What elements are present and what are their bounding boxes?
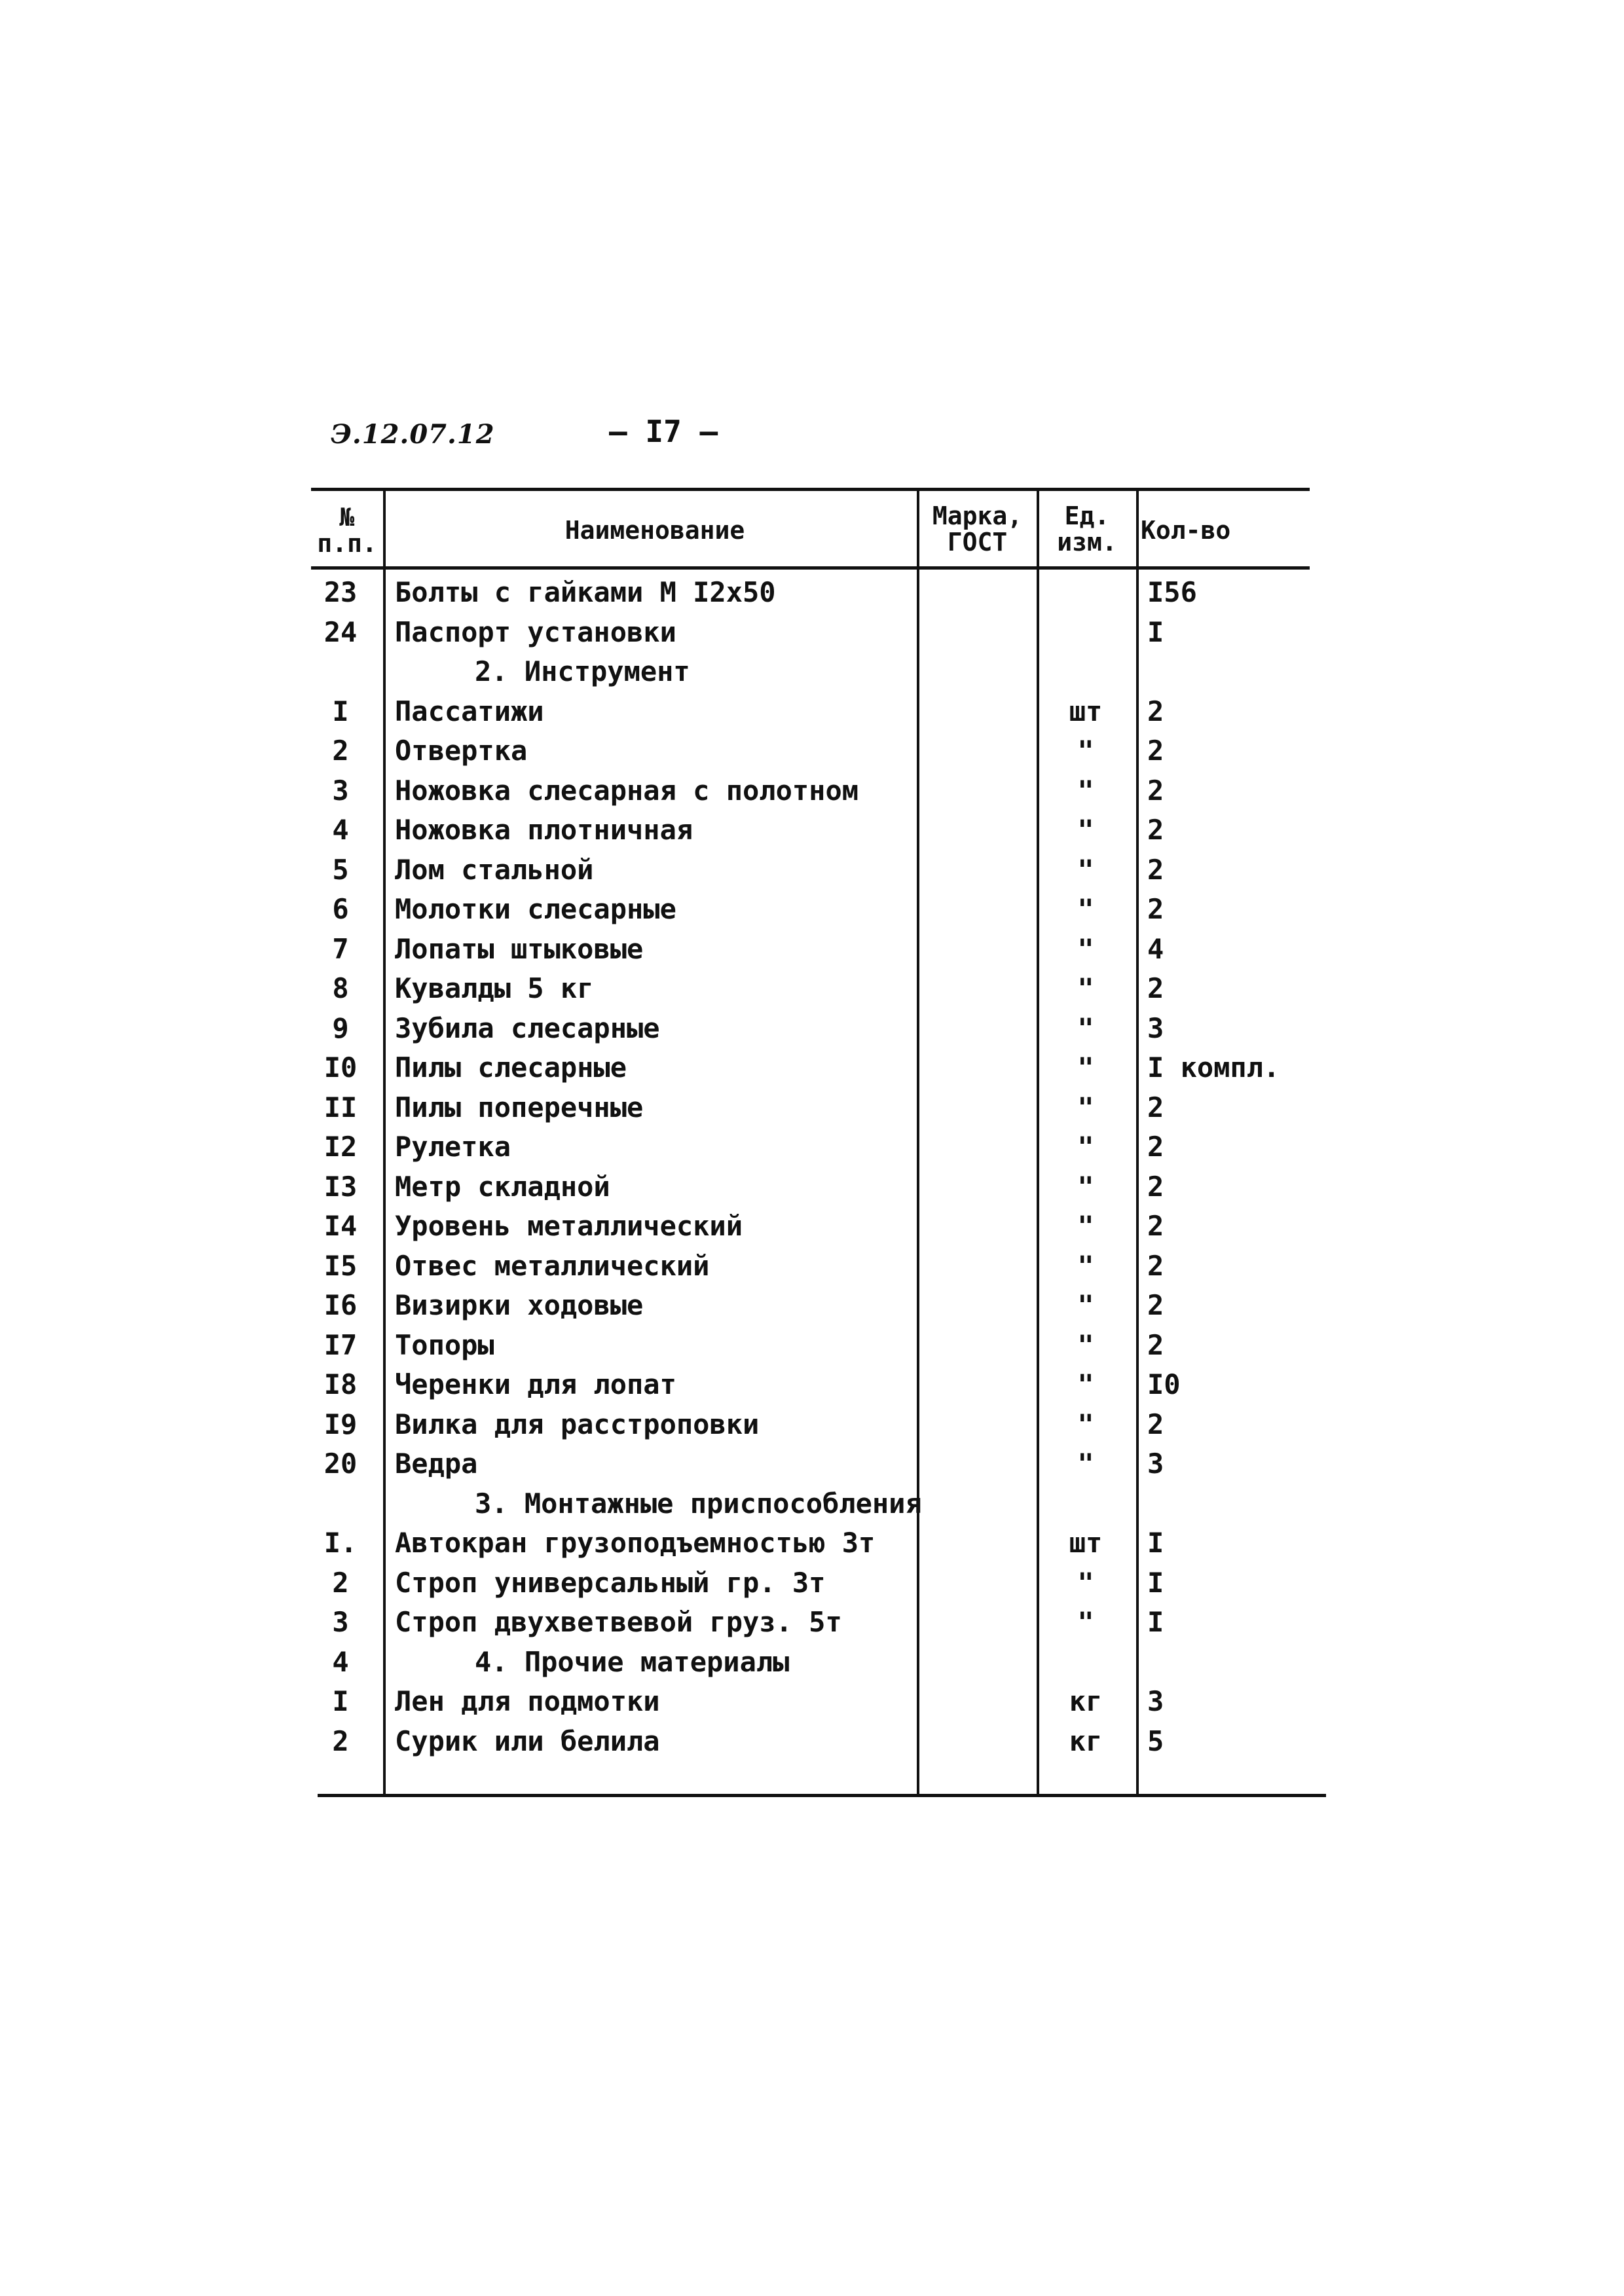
row-number: I6 (323, 1289, 358, 1321)
row-unit: " (1077, 1210, 1094, 1242)
row-name: Строп двухветвевой груз. 5т (395, 1606, 842, 1638)
section-title: 4. Прочие материалы (475, 1645, 790, 1678)
row-qty: 3 (1147, 1011, 1164, 1044)
row-number: 4 (332, 1645, 349, 1678)
row-name: Отвес металлический (395, 1249, 710, 1282)
row-name: Черенки для лопат (395, 1368, 676, 1400)
row-qty: 2 (1147, 893, 1164, 925)
row-name: Пилы слесарные (395, 1051, 627, 1084)
row-qty: 3 (1147, 1448, 1164, 1480)
row-name: Уровень металлический (395, 1210, 743, 1242)
row-unit: " (1077, 1448, 1094, 1480)
col-divider-3 (1037, 491, 1039, 1794)
row-unit: " (1077, 1249, 1094, 1282)
row-unit: шт (1069, 695, 1103, 727)
row-name: Топоры (395, 1328, 494, 1361)
row-unit: " (1077, 1566, 1094, 1599)
row-number: 7 (332, 932, 349, 965)
row-name: Лопаты штыковые (395, 932, 644, 965)
row-qty: 3 (1147, 1685, 1164, 1717)
row-unit: " (1077, 1051, 1094, 1084)
row-name: Автокран грузоподъемностью 3т (395, 1527, 876, 1559)
row-qty: I (1147, 1527, 1164, 1559)
col-divider-2 (917, 491, 919, 1794)
row-unit: шт (1069, 1527, 1103, 1559)
row-name: Вилка для расстроповки (395, 1408, 760, 1440)
row-qty: 5 (1147, 1724, 1164, 1757)
row-qty: I (1147, 615, 1164, 648)
header-qty: Кол-во (1141, 516, 1231, 545)
row-qty: I (1147, 1566, 1164, 1599)
row-name: Строп универсальный гр. 3т (395, 1566, 826, 1599)
row-name: Кувалды 5 кг (395, 972, 594, 1004)
row-qty: 2 (1147, 1408, 1164, 1440)
row-name: Отвертка (395, 735, 528, 767)
row-qty: 2 (1147, 1328, 1164, 1361)
row-number: I (332, 695, 349, 727)
table-header-rule (311, 566, 1310, 570)
row-qty: 2 (1147, 1210, 1164, 1242)
row-number: I. (323, 1527, 358, 1559)
row-name: Лен для подмотки (395, 1685, 660, 1717)
row-name: Ножовка слесарная с полотном (395, 774, 859, 807)
header-num: № п.п. (317, 503, 377, 558)
row-number: I (332, 1685, 349, 1717)
row-qty: 2 (1147, 1131, 1164, 1163)
row-number: I9 (323, 1408, 358, 1440)
row-unit: " (1077, 1606, 1094, 1638)
row-number: I2 (323, 1131, 358, 1163)
row-number: 4 (332, 814, 349, 846)
row-qty: 2 (1147, 972, 1164, 1004)
row-number: 20 (323, 1448, 358, 1480)
header-unit: Ед. изм. (1057, 501, 1117, 556)
row-qty: 2 (1147, 1170, 1164, 1203)
row-number: I4 (323, 1210, 358, 1242)
section-title: 2. Инструмент (475, 655, 690, 687)
col-divider-1 (383, 491, 386, 1794)
row-name: Метр складной (395, 1170, 610, 1203)
row-number: I5 (323, 1249, 358, 1282)
row-name: Зубила слесарные (395, 1011, 660, 1044)
row-name: Пилы поперечные (395, 1091, 644, 1123)
col-divider-4 (1136, 491, 1139, 1794)
header-name: Наименование (564, 516, 745, 545)
row-number: 2 (332, 1566, 349, 1599)
row-name: Сурик или белила (395, 1724, 660, 1757)
row-unit: кг (1069, 1685, 1103, 1717)
row-qty: 2 (1147, 853, 1164, 886)
row-name: Лом стальной (395, 853, 594, 886)
row-unit: " (1077, 932, 1094, 965)
row-unit: " (1077, 972, 1094, 1004)
row-unit: " (1077, 1011, 1094, 1044)
row-qty: I (1147, 1606, 1164, 1638)
row-unit: кг (1069, 1724, 1103, 1757)
row-number: I0 (323, 1051, 358, 1084)
row-name: Ведра (395, 1448, 478, 1480)
header-mark: Марка, ГОСТ (932, 501, 1023, 556)
row-unit: " (1077, 735, 1094, 767)
row-name: Молотки слесарные (395, 893, 676, 925)
row-qty: 2 (1147, 1249, 1164, 1282)
table-bottom-rule (318, 1794, 1326, 1797)
row-qty: I компл. (1147, 1051, 1280, 1084)
row-name: Визирки ходовые (395, 1289, 644, 1321)
row-unit: " (1077, 1131, 1094, 1163)
row-qty: 2 (1147, 814, 1164, 846)
row-unit: " (1077, 1368, 1094, 1400)
row-number: I3 (323, 1170, 358, 1203)
row-number: 9 (332, 1011, 349, 1044)
table-top-rule (311, 488, 1310, 491)
row-unit: " (1077, 1091, 1094, 1123)
row-unit: " (1077, 1170, 1094, 1203)
row-unit: " (1077, 1328, 1094, 1361)
row-qty: 2 (1147, 1289, 1164, 1321)
row-number: II (323, 1091, 358, 1123)
row-number: I7 (323, 1328, 358, 1361)
row-name: Паспорт установки (395, 615, 676, 648)
row-qty: 2 (1147, 1091, 1164, 1123)
row-qty: 2 (1147, 695, 1164, 727)
row-qty: 4 (1147, 932, 1164, 965)
row-qty: I56 (1147, 576, 1197, 608)
row-number: 6 (332, 893, 349, 925)
row-qty: I0 (1147, 1368, 1181, 1400)
row-number: I8 (323, 1368, 358, 1400)
row-qty: 2 (1147, 774, 1164, 807)
row-name: Ножовка плотничная (395, 814, 693, 846)
row-number: 3 (332, 774, 349, 807)
row-number: 2 (332, 735, 349, 767)
section-title: 3. Монтажные приспособления (475, 1487, 922, 1520)
page-number: – I7 – (609, 414, 718, 449)
row-unit: " (1077, 853, 1094, 886)
row-number: 2 (332, 1724, 349, 1757)
row-unit: " (1077, 893, 1094, 925)
row-name: Рулетка (395, 1131, 511, 1163)
row-name: Болты с гайками М I2x50 (395, 576, 776, 608)
row-number: 24 (323, 615, 358, 648)
doc-code: Э.12.07.12 (331, 419, 495, 450)
row-name: Пассатижи (395, 695, 544, 727)
row-qty: 2 (1147, 735, 1164, 767)
row-unit: " (1077, 1408, 1094, 1440)
row-unit: " (1077, 814, 1094, 846)
row-number: 8 (332, 972, 349, 1004)
row-unit: " (1077, 774, 1094, 807)
row-number: 3 (332, 1606, 349, 1638)
row-unit: " (1077, 1289, 1094, 1321)
row-number: 5 (332, 853, 349, 886)
row-number: 23 (323, 576, 358, 608)
